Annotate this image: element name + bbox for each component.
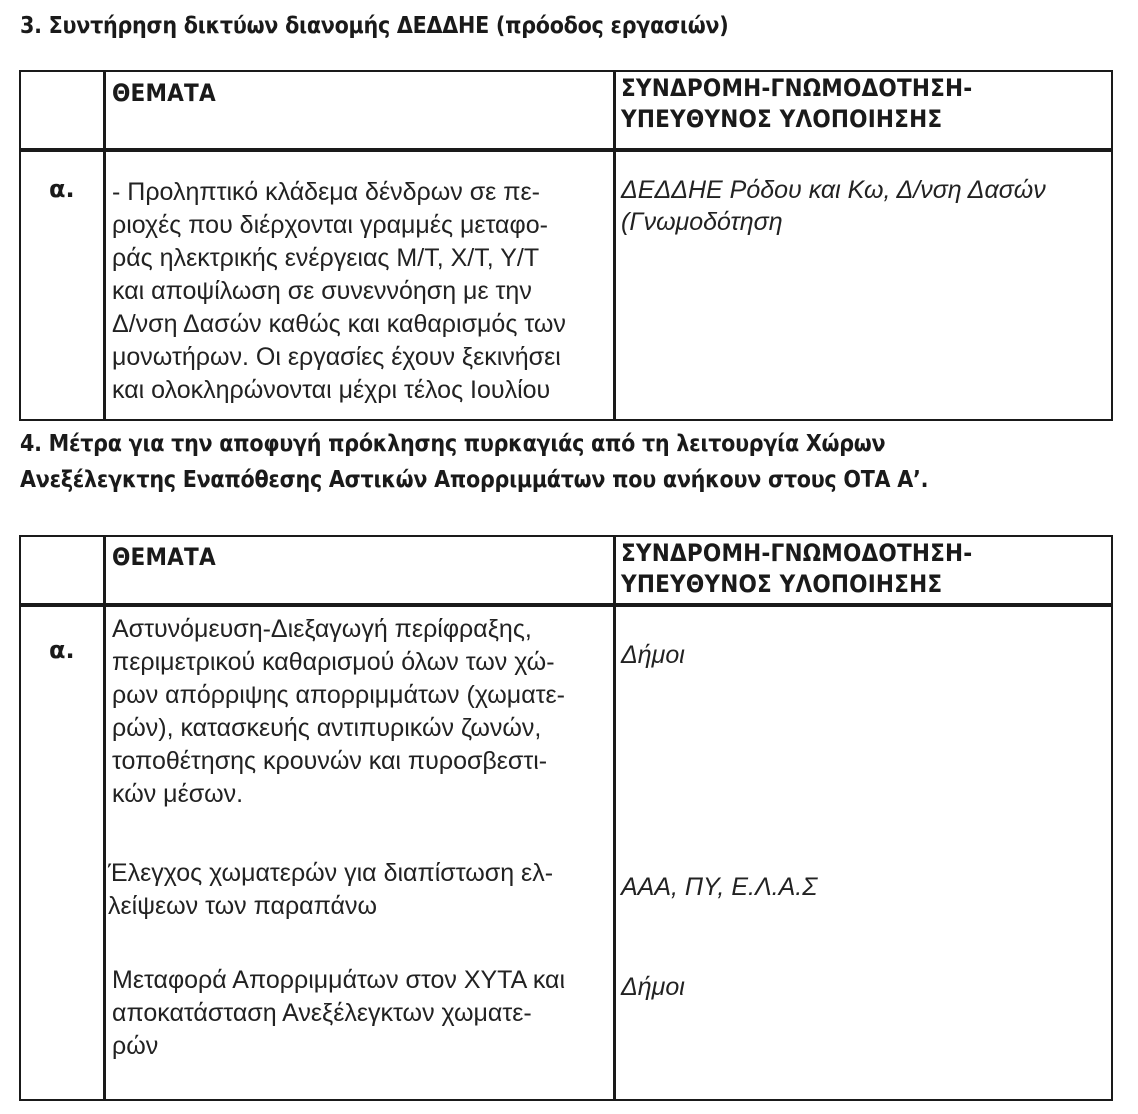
column-header-responsible [621, 538, 972, 600]
section-4-title-line: Ανεξέλεγκτης Εναπόθεσης Αστικών Απορριμμάτων που ανήκουν στους ΟΤΑ Α’. [20, 467, 929, 493]
table-section-3 [19, 70, 1113, 421]
responsible-text: Δήμοι [621, 641, 685, 669]
column-header-line: ΣΥΝΔΡΟΜΗ-ΓΝΩΜΟΔΟΤΗΣΗ- [621, 539, 973, 567]
topic-text [112, 613, 565, 811]
text-line: ράς ηλεκτρικής ενέργειας Μ/Τ, Χ/Τ, Υ/Τ [112, 244, 540, 272]
text-line: αποκατάσταση Ανεξέλεγκτων χωματε- [112, 999, 532, 1027]
row-index: α. [49, 636, 75, 664]
column-header-topics: ΘΕΜΑΤΑ [112, 543, 216, 571]
column-divider [613, 72, 616, 419]
text-line: ριοχές που διέρχονται γραμμές μεταφο- [112, 211, 548, 239]
topic-text [112, 964, 565, 1063]
row-index: α. [49, 175, 75, 203]
text-line: Δ/νση Δασών καθώς και καθαρισμός των [112, 310, 566, 338]
topic-text [112, 176, 566, 407]
responsible-text: ΑΑΑ, ΠΥ, Ε.Λ.Α.Σ [621, 873, 818, 901]
responsible-text [621, 174, 1046, 238]
text-line: Έλεγχος χωματερών για διαπίστωση ελ- [108, 859, 554, 887]
text-line: κών μέσων. [112, 780, 244, 808]
column-divider [613, 537, 616, 1099]
column-header-line: ΥΠΕΥΘΥΝΟΣ ΥΛΟΠΟΙΗΣΗΣ [621, 570, 943, 598]
text-line: - Προληπτικό κλάδεμα δένδρων σε πε- [112, 178, 540, 206]
section-4-title [20, 426, 928, 498]
text-line: Μεταφορά Απορριμμάτων στον ΧΥΤΑ και [112, 966, 566, 994]
text-line: Αστυνόμευση-Διεξαγωγή περίφραξης, [112, 615, 532, 643]
section-4-title-line: 4. Μέτρα για την αποφυγή πρόκλησης πυρκαγιάς από τη λειτουργία Χώρων [20, 431, 886, 457]
header-divider [21, 148, 1111, 152]
column-header-responsible [621, 73, 972, 135]
text-line: μονωτήρων. Οι εργασίες έχουν ξεκινήσει [112, 343, 561, 371]
column-divider [103, 72, 106, 419]
table-section-4 [19, 535, 1113, 1101]
column-divider [103, 537, 106, 1099]
section-3-title: 3. Συντήρηση δικτύων διανομής ΔΕΔΔΗΕ (πρόοδος εργασιών) [20, 13, 729, 39]
header-divider [21, 603, 1111, 607]
text-line: τοποθέτησης κρουνών και πυροσβεστι- [112, 747, 548, 775]
responsible-text: Δήμοι [621, 973, 685, 1001]
text-line: (Γνωμοδότηση [621, 208, 783, 236]
text-line: ρων απόρριψης απορριμμάτων (χωματε- [112, 681, 566, 709]
text-line: ΔΕΔΔΗΕ Ρόδου και Κω, Δ/νση Δασών [621, 176, 1046, 204]
text-line: λείψεων των παραπάνω [108, 892, 378, 920]
text-line: περιμετρικού καθαρισμού όλων των χώ- [112, 648, 555, 676]
column-header-line: ΥΠΕΥΘΥΝΟΣ ΥΛΟΠΟΙΗΣΗΣ [621, 105, 943, 133]
column-header-line: ΣΥΝΔΡΟΜΗ-ΓΝΩΜΟΔΟΤΗΣΗ- [621, 74, 973, 102]
text-line: και ολοκληρώνονται μέχρι τέλος Ιουλίου [112, 376, 551, 404]
text-line: ρών [112, 1032, 159, 1060]
topic-text [108, 857, 553, 923]
text-line: ρών), κατασκευής αντιπυρικών ζωνών, [112, 714, 542, 742]
column-header-topics: ΘΕΜΑΤΑ [112, 79, 216, 107]
text-line: και αποψίλωση σε συνεννόηση με την [112, 277, 532, 305]
